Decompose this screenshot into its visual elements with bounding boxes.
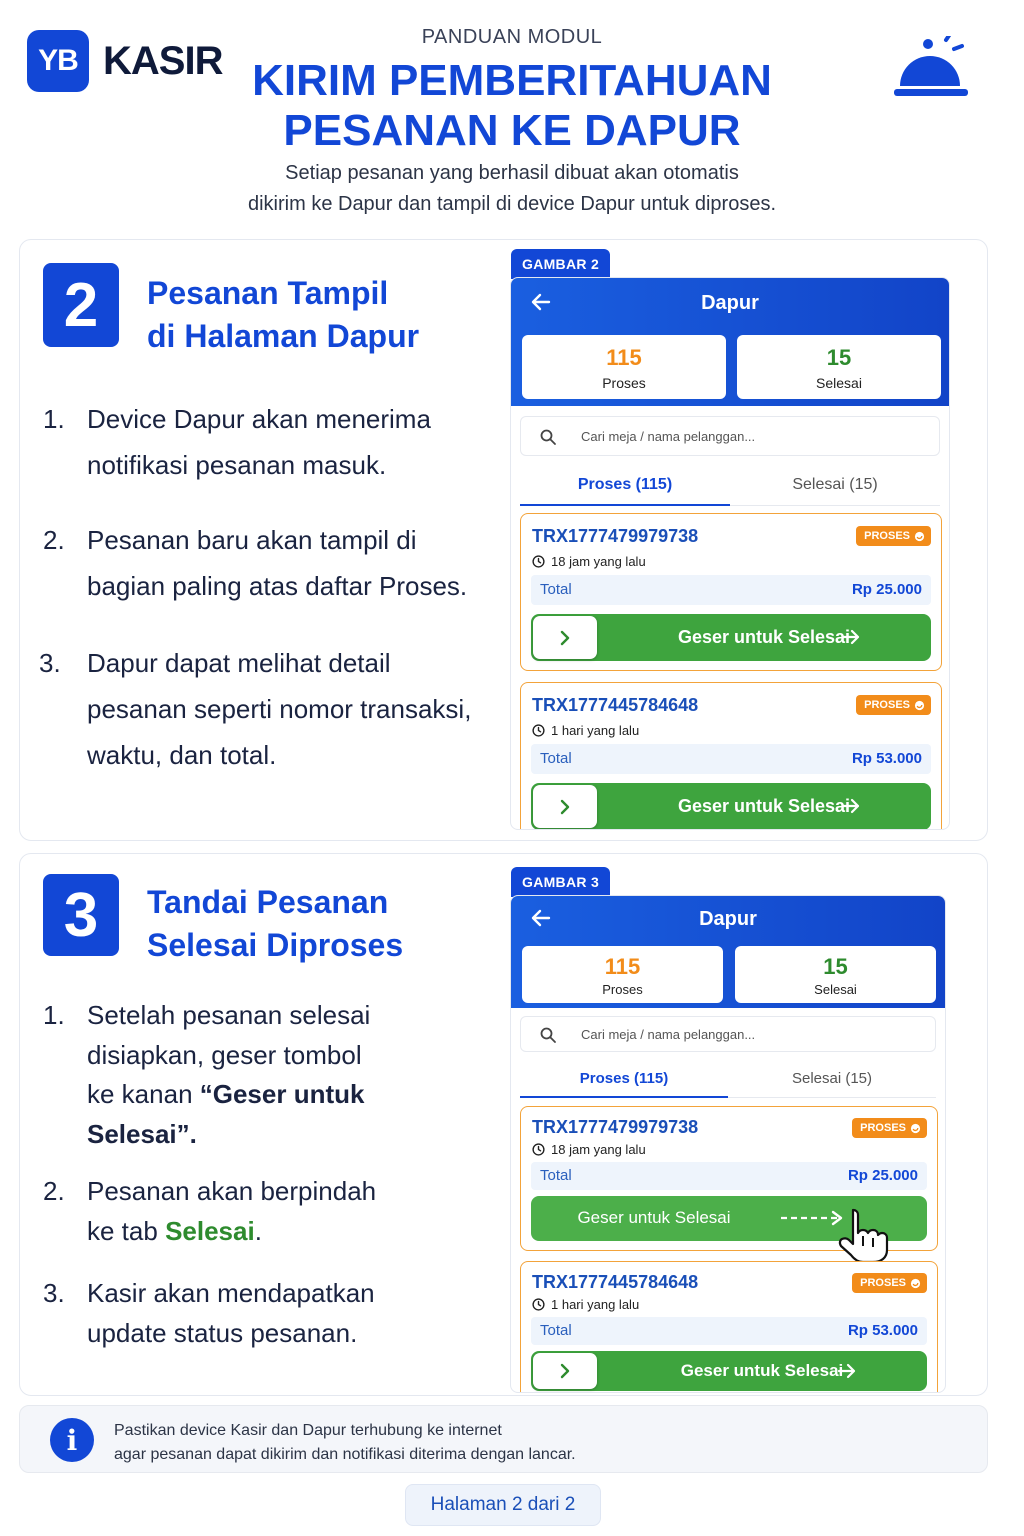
- transaction-number: TRX1777479979738: [532, 1117, 699, 1137]
- list-number: 1.: [43, 404, 65, 434]
- step-title-2-line-2: di Halaman Dapur: [147, 318, 420, 354]
- search-input[interactable]: [520, 416, 940, 456]
- list-number: 2.: [43, 525, 65, 555]
- page-title-line-1: KIRIM PEMBERITAHUAN: [252, 56, 772, 105]
- list-text: notifikasi pesanan masuk.: [87, 450, 387, 480]
- total-label: Total: [540, 750, 572, 767]
- list-number: 2.: [43, 1176, 65, 1206]
- spinner-icon: [914, 531, 925, 542]
- stat-label: Proses: [602, 982, 643, 997]
- status-badge: [852, 1118, 927, 1138]
- arrow-right-icon: [841, 628, 861, 646]
- figure-label: GAMBAR 2: [511, 249, 610, 279]
- info-text-line-2: agar pesanan dapat dikirim dan notifikasi diterima dengan lancar.: [114, 1446, 576, 1463]
- stat-value: 15: [826, 345, 852, 370]
- list-text: [87, 1211, 497, 1251]
- clock-icon: [532, 1143, 545, 1156]
- order-total-row: [531, 1162, 927, 1190]
- tab-proses[interactable]: Proses (115): [579, 1070, 669, 1087]
- order-card: [520, 513, 942, 671]
- step-title-3: [147, 881, 403, 967]
- page-subtitle: [0, 158, 1024, 220]
- total-value: Rp 53.000: [851, 750, 922, 767]
- order-card: [520, 1106, 938, 1251]
- list-text: update status pesanan.: [87, 1318, 358, 1348]
- search-placeholder: Cari meja / nama pelanggan...: [581, 429, 756, 444]
- list-text: Device Dapur akan menerima: [87, 404, 431, 434]
- list-text-plain: ke kanan: [87, 1079, 200, 1109]
- clock-icon: [532, 724, 545, 737]
- list-text-plain: .: [254, 1216, 262, 1246]
- order-time-text: 1 hari yang lalu: [551, 723, 640, 738]
- stat-card-proses: [522, 946, 723, 1003]
- phone-mockup: [510, 277, 950, 830]
- spinner-icon: [910, 1278, 921, 1289]
- step-title-2-line-1: Pesanan Tampil: [147, 275, 389, 311]
- page-subtitle-line-2: dikirim ke Dapur dan tampil di device Dapur untuk diproses.: [247, 193, 777, 215]
- total-label: Total: [540, 1322, 572, 1339]
- step-title-3-line-1: Tandai Pesanan: [147, 884, 389, 920]
- tab-underline: [520, 504, 730, 506]
- stat-label: Selesai: [816, 375, 862, 391]
- order-time-text: 18 jam yang lalu: [551, 554, 646, 569]
- chevron-right-icon: [558, 630, 572, 646]
- search-icon: [539, 428, 557, 446]
- list-text: Pesanan baru akan tampil di: [87, 525, 417, 555]
- order-card: [520, 682, 942, 830]
- order-time-text: 1 hari yang lalu: [551, 1297, 640, 1312]
- step-number-3: 3: [43, 874, 119, 956]
- clock-icon: [532, 555, 545, 568]
- search-icon: [539, 1026, 557, 1044]
- order-time: [532, 1297, 639, 1312]
- slide-knob[interactable]: [533, 785, 597, 828]
- slide-to-complete-button[interactable]: [531, 1351, 927, 1391]
- order-time: [532, 1142, 646, 1157]
- info-icon: i: [50, 1418, 94, 1462]
- tab-selesai[interactable]: Selesai (15): [792, 476, 878, 493]
- status-badge-label: PROSES: [860, 1277, 906, 1289]
- slide-knob[interactable]: [533, 616, 597, 659]
- clock-icon: [532, 1298, 545, 1311]
- list-text: Dapur dapat melihat detail: [87, 648, 391, 678]
- list-text: [87, 1075, 497, 1115]
- list-text-plain: ke tab: [87, 1216, 166, 1246]
- total-value: Rp 25.000: [847, 1167, 918, 1184]
- tab-underline: [520, 1096, 728, 1098]
- list-text: bagian paling atas daftar Proses.: [87, 571, 468, 601]
- search-input[interactable]: [520, 1016, 936, 1052]
- spinner-icon: [914, 700, 925, 711]
- tab-proses[interactable]: Proses (115): [577, 476, 673, 493]
- info-note: [19, 1405, 988, 1473]
- step-number-2: 2: [43, 263, 119, 347]
- arrow-right-icon: [837, 1362, 857, 1380]
- list-number: 3.: [43, 1278, 65, 1308]
- stat-value: 115: [604, 954, 641, 979]
- status-badge: [852, 1273, 927, 1293]
- info-text: [114, 1419, 576, 1467]
- tab-bar: [520, 470, 940, 506]
- slide-label: Geser untuk Selesai: [677, 627, 851, 647]
- list-text: disiapkan, geser tombol: [87, 1039, 362, 1070]
- page-title: [0, 56, 1024, 156]
- order-time: [532, 723, 639, 738]
- list-text-green: Selesai: [165, 1216, 255, 1246]
- stat-label: Proses: [602, 375, 646, 391]
- stat-card-selesai: [735, 946, 936, 1003]
- list-text: pesanan seperti nomor transaksi,: [87, 694, 472, 724]
- list-text: Kasir akan mendapatkan: [87, 1278, 375, 1308]
- list-text: waktu, dan total.: [87, 740, 277, 770]
- slide-to-complete-button[interactable]: [531, 1196, 927, 1241]
- order-total-row: [531, 744, 931, 774]
- page-subtitle-line-1: Setiap pesanan yang berhasil dibuat akan otomatis: [285, 162, 739, 184]
- arrow-right-icon: [841, 797, 861, 815]
- total-label: Total: [540, 581, 572, 598]
- slide-knob[interactable]: [533, 1353, 597, 1389]
- status-badge-label: PROSES: [860, 1122, 906, 1134]
- list-text-bold: Selesai”.: [87, 1118, 197, 1149]
- app-header: [511, 896, 945, 1008]
- slide-to-complete-button[interactable]: [531, 783, 931, 830]
- list-number: 3.: [39, 648, 61, 678]
- stat-value: 115: [606, 345, 642, 370]
- tab-selesai[interactable]: Selesai (15): [791, 1070, 873, 1087]
- logo-badge: YB: [27, 30, 89, 92]
- stat-value: 15: [823, 954, 848, 979]
- page-indicator: Halaman 2 dari 2: [405, 1484, 601, 1526]
- total-value: Rp 53.000: [847, 1322, 918, 1339]
- order-time-text: 18 jam yang lalu: [551, 1142, 646, 1157]
- app-title: Dapur: [701, 292, 759, 314]
- logo-text: KASIR: [103, 38, 223, 83]
- transaction-number: TRX1777445784648: [532, 1272, 699, 1292]
- spinner-icon: [910, 1123, 921, 1134]
- total-label: Total: [540, 1167, 572, 1184]
- chevron-right-icon: [558, 799, 572, 815]
- order-total-row: [531, 575, 931, 605]
- list-text-bold: “Geser untuk: [199, 1079, 365, 1109]
- slide-label: Geser untuk Selesai: [680, 1361, 844, 1380]
- info-text-line-1: Pastikan device Kasir dan Dapur terhubung ke internet: [114, 1422, 502, 1439]
- status-badge: [856, 526, 931, 546]
- app-title: Dapur: [699, 908, 757, 930]
- step-title-2: [147, 272, 419, 358]
- slide-to-complete-button[interactable]: [531, 614, 931, 661]
- search-placeholder: Cari meja / nama pelanggan...: [581, 1027, 756, 1042]
- list-text: Pesanan akan berpindah: [87, 1176, 377, 1206]
- phone-mockup: [510, 895, 946, 1393]
- stat-label: Selesai: [814, 982, 857, 997]
- list-number: 1.: [43, 1000, 65, 1030]
- figure-label: GAMBAR 3: [511, 867, 610, 897]
- page-title-line-2: PESANAN KE DAPUR: [283, 106, 741, 155]
- app-header: [511, 278, 949, 406]
- slide-label: Geser untuk Selesai: [577, 1208, 731, 1227]
- transaction-number: TRX1777445784648: [532, 695, 699, 715]
- chevron-right-icon: [558, 1363, 572, 1379]
- order-time: [532, 554, 646, 569]
- stat-card-proses: [522, 335, 726, 399]
- order-total-row: [531, 1317, 927, 1345]
- tab-bar: [520, 1064, 936, 1098]
- status-badge-label: PROSES: [864, 699, 910, 711]
- status-badge: [856, 695, 931, 715]
- order-card: [520, 1261, 938, 1393]
- transaction-number: TRX1777479979738: [532, 526, 699, 546]
- slide-label: Geser untuk Selesai: [677, 796, 851, 816]
- step-title-3-line-2: Selesai Diproses: [147, 927, 404, 963]
- stat-card-selesai: [737, 335, 941, 399]
- status-badge-label: PROSES: [864, 530, 910, 542]
- service-bell-icon: [892, 36, 972, 100]
- hand-pointer-icon: [837, 1206, 889, 1264]
- module-kicker: PANDUAN MODUL: [421, 26, 603, 48]
- total-value: Rp 25.000: [851, 581, 922, 598]
- list-text: Setelah pesanan selesai: [87, 1000, 371, 1030]
